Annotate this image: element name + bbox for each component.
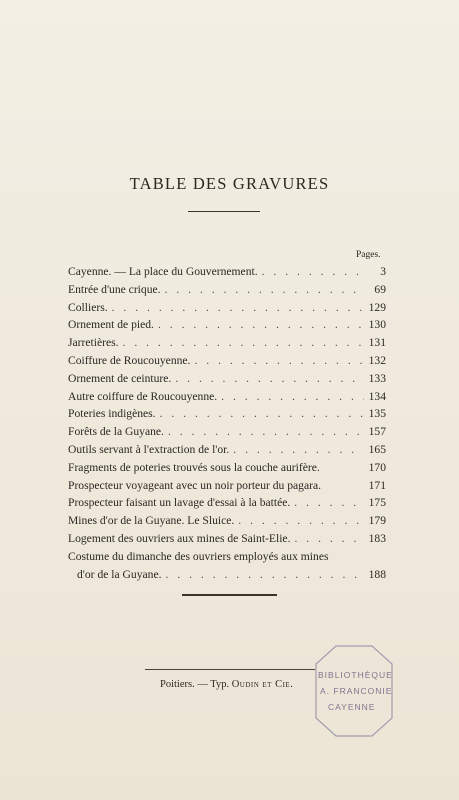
- toc-entry-page: 170: [368, 460, 386, 474]
- toc-entry-label: Entrée d'une crique.: [68, 282, 161, 296]
- toc-entry: [68, 407, 386, 425]
- toc-entry-page: 69: [374, 282, 386, 296]
- leader-dots: [168, 425, 364, 438]
- toc-entry-page: 183: [368, 531, 386, 545]
- page-title: TABLE DES GRAVURES: [129, 174, 330, 193]
- leader-dots: [112, 301, 364, 314]
- toc-entry-label: Forêts de la Guyane.: [68, 425, 164, 439]
- toc-entry-multiline: [68, 550, 386, 586]
- toc-entry-label: Logement des ouvriers aux mines de Saint-Elie.: [68, 531, 291, 545]
- toc-entry-label: Cayenne. — La place du Gouvernement.: [68, 265, 258, 278]
- toc-entry-page: 129: [368, 300, 386, 314]
- toc-entry-label: Jarretières.: [68, 336, 119, 350]
- toc-entry-page: 130: [368, 318, 386, 332]
- leader-dots: [294, 532, 364, 545]
- toc-entry: [68, 318, 386, 336]
- toc-entry: [68, 425, 386, 443]
- toc-entry: [68, 496, 386, 514]
- title-divider: [188, 211, 260, 212]
- toc-entry-line2: [68, 568, 386, 586]
- toc-entry: [68, 301, 386, 319]
- toc-entry: [68, 532, 386, 550]
- toc-entry-page: 175: [368, 496, 386, 510]
- toc-entry-label: Coiffure de Roucouyenne.: [68, 353, 191, 367]
- toc-entry: [68, 461, 386, 479]
- toc-entry-page: 165: [368, 442, 386, 456]
- toc-entry-label: Fragments de poteries trouvés sous la couche aurifère.: [68, 460, 320, 474]
- stamp-text-line2: A. FRANCONIE: [320, 686, 393, 696]
- toc-entry-label: Ornement de ceinture.: [68, 371, 172, 385]
- toc-entry-label-line1: Costume du dimanche des ouvriers employés aux mines: [68, 549, 329, 563]
- leader-dots: [158, 318, 364, 331]
- toc-entry: [68, 354, 386, 372]
- toc-entry: [68, 283, 386, 301]
- toc-entry-label-line2: d'or de la Guyane.: [77, 567, 162, 581]
- toc-entry-page: 134: [368, 389, 386, 403]
- toc-entry-page: 171: [368, 478, 386, 492]
- toc-entry-page: 135: [368, 407, 386, 421]
- toc-entry-label: Ornement de pied.: [68, 318, 154, 332]
- toc-entry-page: 188: [368, 567, 386, 581]
- pages-column-header: Pages.: [356, 250, 381, 260]
- imprint-city: Poitiers. — Typ.: [160, 679, 230, 690]
- toc-entry-label: Colliers.: [68, 300, 108, 314]
- toc-entry-page: 157: [368, 425, 386, 439]
- library-stamp: [314, 642, 394, 740]
- toc-entry-label: Prospecteur voyageant avec un noir porteur du pagara.: [68, 478, 322, 492]
- leader-dots: [238, 514, 364, 527]
- leader-dots: [294, 496, 364, 509]
- toc-entry-label: Outils servant à l'extraction de l'or.: [68, 442, 230, 456]
- imprint-divider: [145, 669, 315, 670]
- toc-entry-page: 131: [368, 336, 386, 350]
- leader-dots: [160, 407, 364, 420]
- leader-dots: [194, 354, 364, 367]
- table-of-engravings: [68, 265, 386, 585]
- leader-dots: [175, 372, 364, 385]
- leader-dots: [166, 568, 364, 581]
- toc-entry-page: 3: [380, 265, 386, 278]
- leader-dots: [123, 336, 364, 349]
- toc-entry: [68, 265, 386, 283]
- leader-dots: [233, 443, 364, 456]
- section-divider: [182, 594, 277, 596]
- toc-entry-label: Autre coiffure de Roucouyenne.: [68, 389, 218, 403]
- toc-entry: [68, 443, 386, 461]
- toc-entry-label: Mines d'or de la Guyane. Le Sluice.: [68, 514, 235, 528]
- toc-entry: [68, 336, 386, 354]
- toc-entry: [68, 514, 386, 532]
- leader-dots: [262, 265, 364, 278]
- toc-entry-label: Poteries indigènes.: [68, 407, 156, 421]
- stamp-text-line1: BIBLIOTHÈQUE: [318, 670, 393, 680]
- toc-entry-page: 179: [368, 514, 386, 528]
- toc-entry-page: 132: [368, 353, 386, 367]
- printer-imprint: [160, 679, 293, 690]
- leader-dots: [165, 283, 364, 296]
- imprint-printer: Oudin et Cie.: [231, 679, 294, 690]
- toc-entry-label: Prospecteur faisant un lavage d'essai à la battée.: [68, 496, 291, 510]
- toc-entry: [68, 372, 386, 390]
- stamp-text-line3: CAYENNE: [328, 702, 376, 712]
- toc-entry: [68, 479, 386, 497]
- leader-dots: [221, 390, 364, 403]
- toc-entry: [68, 390, 386, 408]
- toc-entry-page: 133: [368, 371, 386, 385]
